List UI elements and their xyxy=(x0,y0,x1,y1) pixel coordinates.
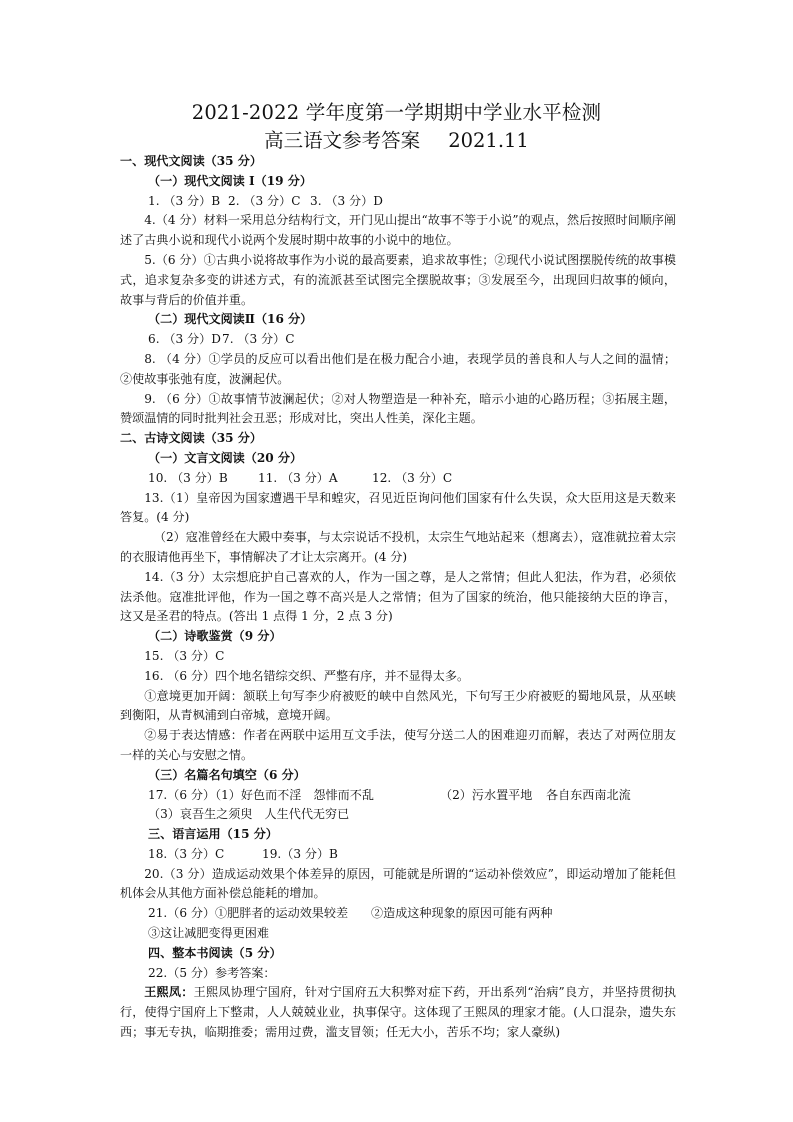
answer-q16: 16. （6 分）四个地名错综交织、严整有序，并不显得太多。 xyxy=(144,668,470,683)
answer-row-6-7 xyxy=(120,330,676,350)
answer-q13-2: （2）寇准曾经在大殿中奏事，与太宗说话不投机，太宗生气地站起来（想离去），寇准就拉着太宗的衣服请他再坐下，事情解决了才让太宗离开。(4 分) xyxy=(120,530,676,564)
section-heading-4: 四、整本书阅读（5 分） xyxy=(148,945,282,960)
section-heading-2: 二、古诗文阅读（35 分） xyxy=(120,431,262,446)
answer-q21-3: ③这让减肥变得更困难 xyxy=(148,926,269,941)
answer-q10: 10. （3 分）B xyxy=(148,470,228,485)
answer-q11: 11. （3 分）A xyxy=(258,470,338,485)
subsection-heading-2c: （三）名篇名句填空（6 分） xyxy=(148,767,306,782)
answer-q7: 7. （3 分）C xyxy=(222,332,295,347)
answer-row-1-3 xyxy=(120,192,676,212)
answer-q17-2a: （2）污水置平地 xyxy=(440,787,533,802)
answer-q22-name: 王熙凤： xyxy=(144,985,194,1000)
answer-q20: 20.（3 分）造成运动效果个体差异的原因，可能就是所谓的“运动补偿效应”，即运动增加了能耗但机体会从其他方面补偿总能耗的增加。 xyxy=(120,866,676,901)
section-heading-1: 一、现代文阅读（35 分） xyxy=(120,154,262,168)
answer-row-21 xyxy=(120,904,676,924)
title-subject: 高三语文参考答案 xyxy=(264,129,421,152)
answer-q1: 1. （3 分）B xyxy=(148,193,221,208)
subsection-heading-2b: （二）诗歌鉴赏（9 分） xyxy=(148,629,282,644)
answer-q6: 6. （3 分）D xyxy=(148,332,221,347)
answer-q22-text xyxy=(120,983,676,1042)
answer-q14: 14.（3 分）太宗想庇护自己喜欢的人，作为一国之尊，是人之常情；但此人犯法，作为君，必须依法杀他。寇准批评他，作为一国之尊不高兴是人之常情；但为了国家的统治，他只能接纳大臣的诤言，这又是圣君的特点。(答出 1 点得 1 分，2 点 3 分) xyxy=(120,569,676,624)
title-line-1: 2021-2022 学年度第一学期期中学业水平检测 xyxy=(191,101,602,124)
subsection-heading-2a: （一）文言文阅读（20 分） xyxy=(148,450,303,465)
answer-q17-1: 17.（6 分）（1）好色而不淫 怨悱而不乱 xyxy=(148,787,374,802)
subsection-heading-1b: （二）现代文阅读Ⅱ（16 分） xyxy=(148,312,313,327)
answer-row-10-12 xyxy=(120,469,676,489)
answer-q4: 4.（4 分）材料一采用总分结构行文，开门见山提出“故事不等于小说”的观点，然后按照时间顺序阐述了古典小说和现代小说两个发展时期中故事的小说中的地位。 xyxy=(120,213,676,248)
answer-q17-2b: 各自东西南北流 xyxy=(546,787,631,802)
answer-q16-point-1: ①意境更加开阔：颔联上句写李少府被贬的峡中自然风光，下句写王少府被贬的蜀地风景，从巫峡到衡阳，从青枫浦到白帝城，意境开阔。 xyxy=(120,688,676,723)
answer-q15: 15. （3 分）C xyxy=(144,648,225,663)
answer-q2: 2. （3 分）C xyxy=(228,193,301,208)
answer-q18: 18.（3 分）C xyxy=(148,846,225,861)
answer-q21-1: 21.（6 分）①肥胖者的运动效果较差 xyxy=(148,906,349,921)
answer-q13-1: 13.（1）皇帝因为国家遭遇干旱和蝗灾，召见近臣询问他们国家有什么失误，众大臣用这是天数来答复。(4 分) xyxy=(120,490,676,525)
subsection-heading-1a: （一）现代文阅读 I（19 分） xyxy=(148,173,312,188)
answer-row-17 xyxy=(120,786,676,806)
answer-q5: 5.（6 分）①古典小说将故事作为小说的最高要素，追求故事性；②现代小说试图摆脱传统的故事模式，追求复杂多变的讲述方式，有的流派甚至试图完全摆脱故事；③发展至今，出现回归故事的倾向，故事与背后的价值并重。 xyxy=(120,252,676,307)
title-line-2 xyxy=(0,128,793,154)
answer-key-body xyxy=(120,152,676,1043)
answer-q16-point-2: ②易于表达情感：作者在两联中运用互文手法，使写分送二人的困难迎刃而解，表达了对两位朋友一样的关心与安慰之情。 xyxy=(120,728,676,762)
title-date: 2021.11 xyxy=(448,129,529,152)
answer-q21-2: ②造成这种现象的原因可能有两种 xyxy=(371,906,553,921)
answer-q3: 3. （3 分）D xyxy=(310,193,383,208)
answer-q22-body: 王熙凤协理宁国府，针对宁国府五大积弊对症下药，开出系列“治病”良方，并坚持贯彻执行，使得宁国府上下整肃，人人兢兢业业，执事保守。这体现了王熙凤的理家才能。(人口混杂，遗失东西；事无专执，临期推委；需用过费，滥支冒领；任无大小，苦乐不均；家人豪纵) xyxy=(120,985,676,1040)
answer-q17-3: （3）哀吾生之须臾 人生代代无穷已 xyxy=(148,807,350,822)
answer-q8: 8. （4 分）①学员的反应可以看出他们是在极力配合小迪，表现学员的善良和人与人之间的温情；②使故事张弛有度，波澜起伏。 xyxy=(120,351,676,386)
answer-q22: 22.（5 分）参考答案： xyxy=(148,965,276,980)
answer-q9: 9. （6 分）①故事情节波澜起伏；②对人物塑造是一种补充，暗示小迪的心路历程；③拓展主题，赞颂温情的同时批判社会丑恶；形成对比，突出人性美，深化主题。 xyxy=(120,391,676,426)
answer-q19: 19.（3 分）B xyxy=(262,846,338,861)
answer-q12: 12. （3 分）C xyxy=(372,470,453,485)
answer-row-18-19 xyxy=(120,845,676,865)
section-heading-3: 三、语言运用（15 分） xyxy=(148,827,278,842)
